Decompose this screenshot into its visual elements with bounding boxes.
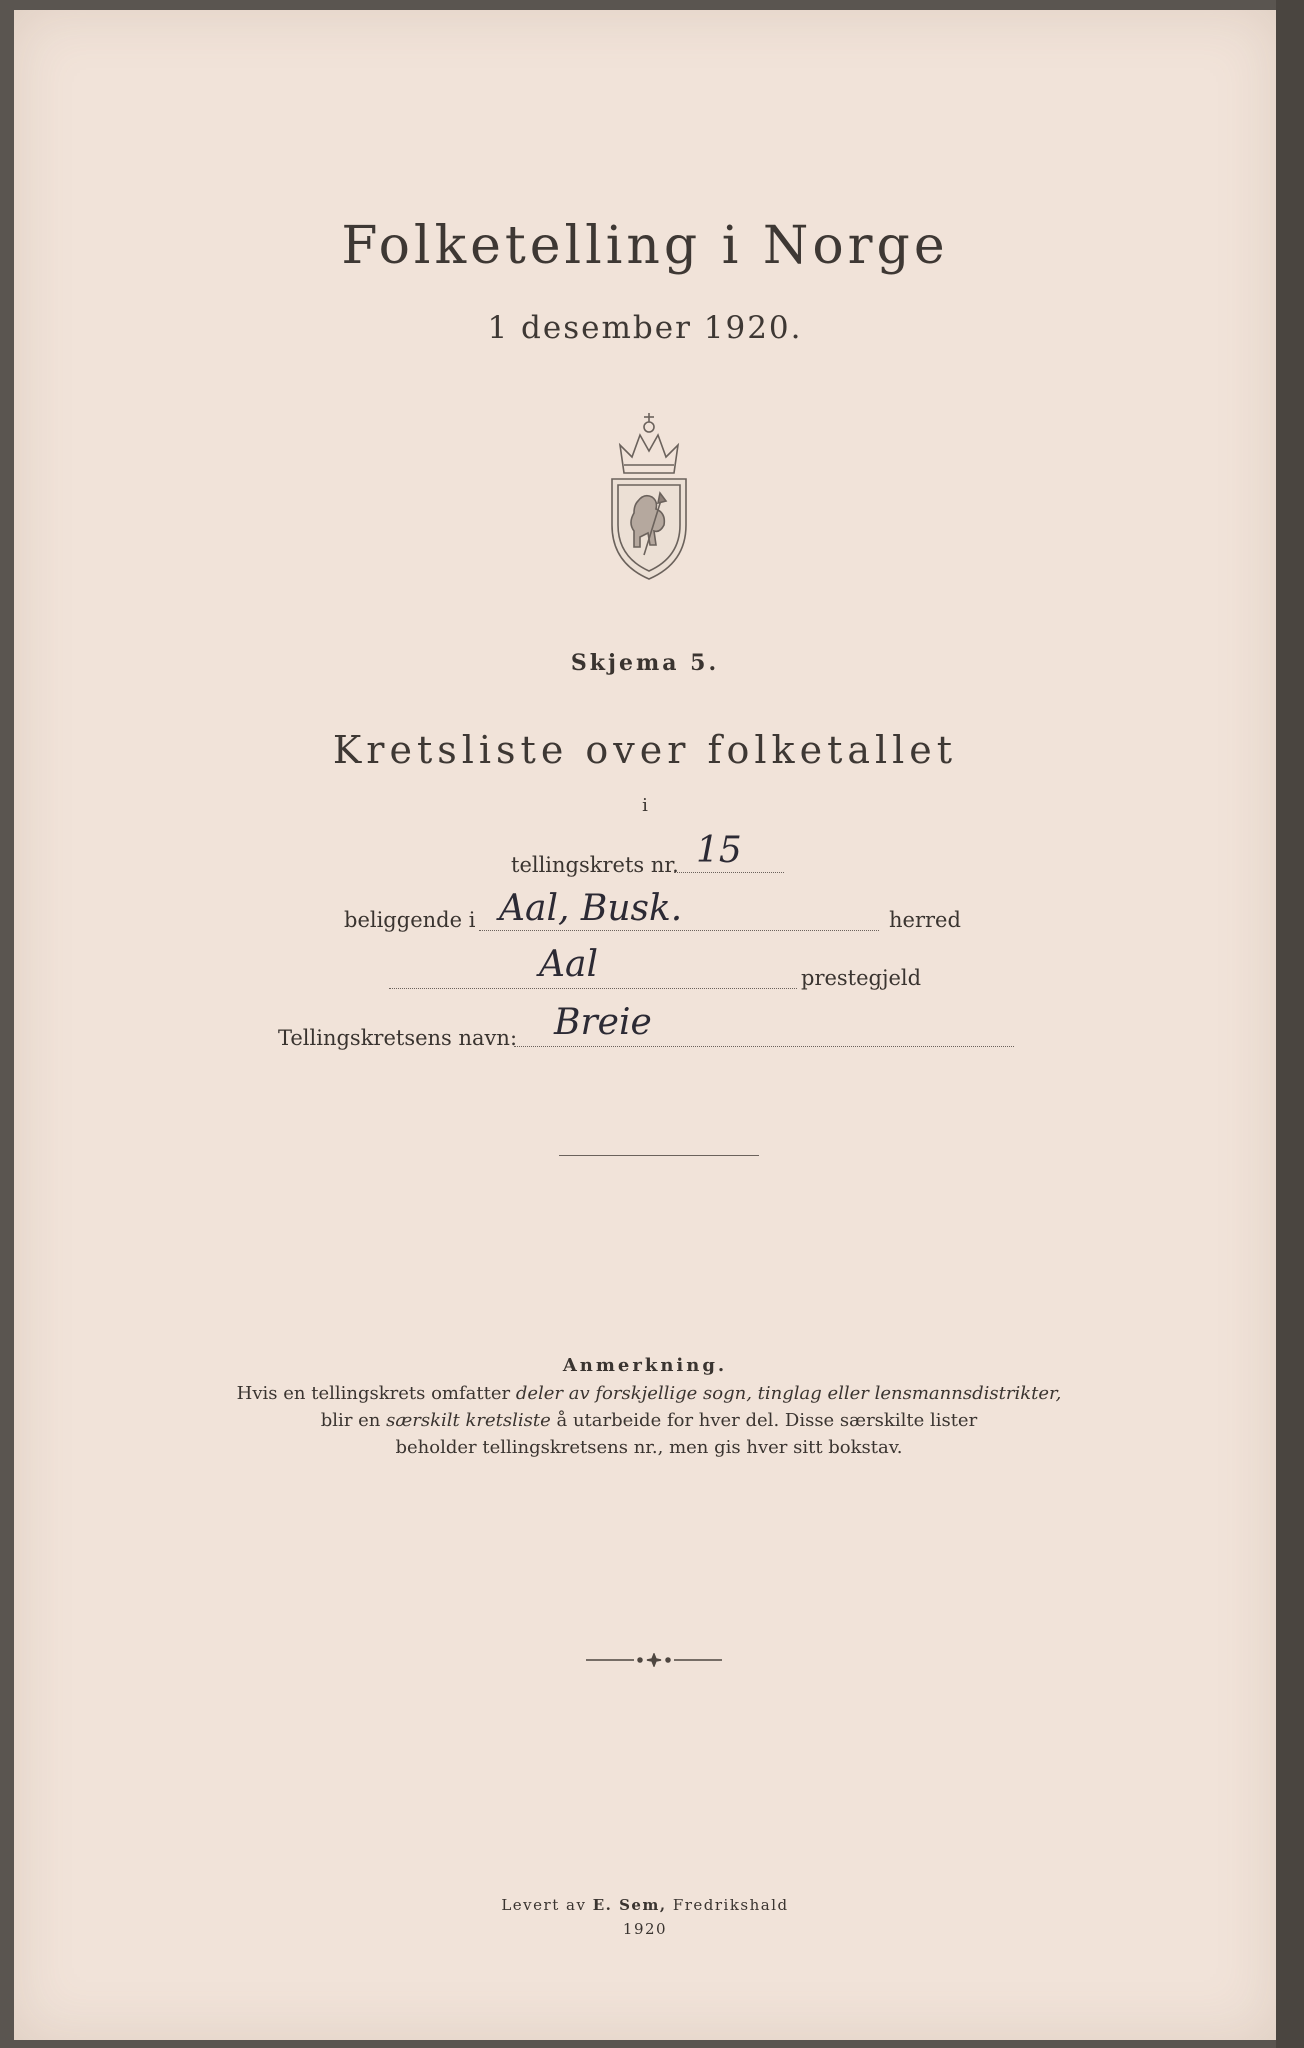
schema-number: Skjema 5. [570,650,720,676]
census-form-page [14,10,1276,2040]
herred-field[interactable] [479,888,879,931]
scan-edge [1276,0,1304,2048]
remark-line-2: blir en særskilt kretsliste å utarbeide for hver del. Disse særskilte lister [320,1410,978,1431]
divider-rule [559,1155,759,1156]
krets-number-value: 15 [696,830,742,871]
form-heading: Kretsliste over folketallet [332,728,958,772]
krets-number-field[interactable] [674,830,784,873]
ornament-divider-icon [584,1653,724,1667]
remark-line-3: beholder tellingskretsens nr., men gis hver sitt bokstav. [395,1437,903,1458]
remark-title: Anmerkning. [562,1355,728,1376]
printer-imprint: Levert av E. Sem, Fredrikshald 1920 [14,1893,1276,1941]
herred-label: herred [889,908,961,932]
connector-word: i [642,795,648,816]
prestegjeld-field[interactable] [389,944,797,989]
page-title: Folketelling i Norge [341,216,949,276]
krets-label: tellingskrets nr. [511,853,679,877]
krets-navn-value: Breie [554,1002,652,1043]
prestegjeld-label: prestegjeld [801,966,922,990]
prestegjeld-value: Aal [539,944,598,985]
beliggende-label: beliggende i [344,908,476,932]
krets-navn-label: Tellingskretsens navn: [278,1026,518,1050]
printer-year: 1920 [622,1920,668,1938]
norway-coat-of-arms-icon [594,405,704,585]
herred-value: Aal, Busk. [499,888,683,929]
census-date: 1 desember 1920. [487,310,803,346]
krets-navn-field[interactable] [514,1002,1014,1047]
remark-text [219,1380,1079,1461]
remark-line-1: Hvis en tellingskrets omfatter deler av forskjellige sogn, tinglag eller lensmannsdistrikter, [236,1383,1062,1404]
